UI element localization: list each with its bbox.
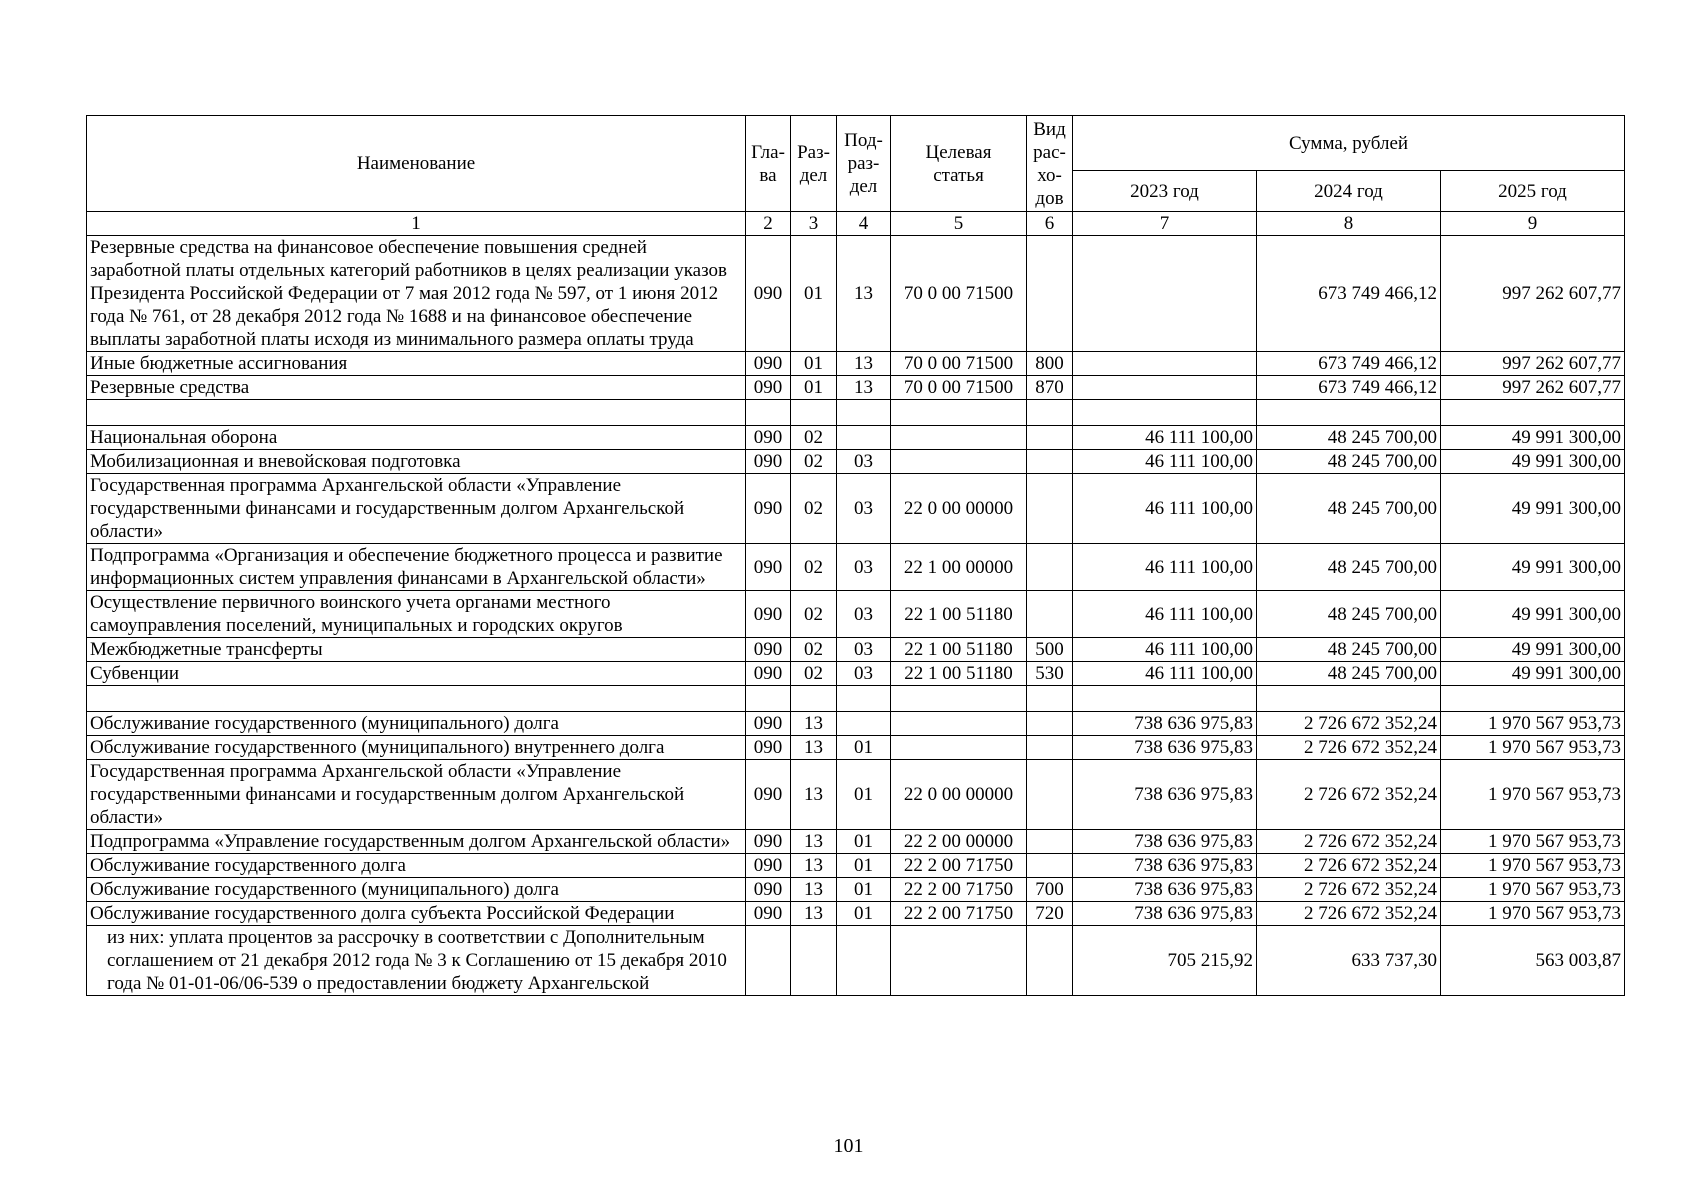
row-section: 02 xyxy=(791,450,837,474)
row-amount-2025: 997 262 607,77 xyxy=(1441,376,1625,400)
row-chapter: 090 xyxy=(746,878,791,902)
row-target-article xyxy=(891,712,1027,736)
row-target-article: 22 1 00 51180 xyxy=(891,591,1027,638)
table-row xyxy=(87,450,1625,474)
header-target-article: Целевая статья xyxy=(891,116,1027,212)
row-expense-type xyxy=(1027,926,1073,996)
row-expense-type xyxy=(1027,544,1073,591)
header-subsection: Под- раз- дел xyxy=(837,116,891,212)
row-amount-2025: 1 970 567 953,73 xyxy=(1441,760,1625,830)
row-target-article xyxy=(891,686,1027,712)
row-target-article: 22 2 00 00000 xyxy=(891,830,1027,854)
row-amount-2025: 1 970 567 953,73 xyxy=(1441,736,1625,760)
table-row xyxy=(87,376,1625,400)
row-subsection: 01 xyxy=(837,736,891,760)
budget-table xyxy=(86,115,1625,996)
row-subsection xyxy=(837,400,891,426)
header-chapter: Гла- ва xyxy=(746,116,791,212)
row-subsection xyxy=(837,712,891,736)
row-chapter: 090 xyxy=(746,854,791,878)
row-amount-2024: 2 726 672 352,24 xyxy=(1257,902,1441,926)
row-amount-2025: 49 991 300,00 xyxy=(1441,662,1625,686)
row-subsection: 01 xyxy=(837,854,891,878)
header-expense-type: Вид рас- хо- дов xyxy=(1027,116,1073,212)
row-chapter: 090 xyxy=(746,591,791,638)
row-amount-2024: 2 726 672 352,24 xyxy=(1257,712,1441,736)
row-subsection xyxy=(837,926,891,996)
row-name: Иные бюджетные ассигнования xyxy=(87,352,746,376)
row-subsection: 03 xyxy=(837,662,891,686)
row-amount-2025: 997 262 607,77 xyxy=(1441,352,1625,376)
row-expense-type: 530 xyxy=(1027,662,1073,686)
row-expense-type xyxy=(1027,400,1073,426)
column-number: 9 xyxy=(1441,212,1625,236)
row-amount-2023 xyxy=(1073,686,1257,712)
row-amount-2023 xyxy=(1073,352,1257,376)
row-section: 01 xyxy=(791,376,837,400)
row-amount-2025 xyxy=(1441,400,1625,426)
column-number: 5 xyxy=(891,212,1027,236)
row-amount-2024: 2 726 672 352,24 xyxy=(1257,830,1441,854)
row-amount-2023: 46 111 100,00 xyxy=(1073,450,1257,474)
row-name: Подпрограмма «Организация и обеспечение бюджетного процесса и развитие информационных систем управления финансами в Архангельской области» xyxy=(87,544,746,591)
row-subsection: 01 xyxy=(837,830,891,854)
row-name: Подпрограмма «Управление государственным долгом Архангельской области» xyxy=(87,830,746,854)
row-amount-2025: 1 970 567 953,73 xyxy=(1441,902,1625,926)
column-number: 1 xyxy=(87,212,746,236)
header-year-2024: 2024 год xyxy=(1257,171,1441,212)
row-chapter xyxy=(746,926,791,996)
row-subsection: 13 xyxy=(837,236,891,352)
row-amount-2023: 738 636 975,83 xyxy=(1073,712,1257,736)
table-row xyxy=(87,236,1625,352)
row-expense-type: 870 xyxy=(1027,376,1073,400)
row-section: 13 xyxy=(791,712,837,736)
row-amount-2025: 49 991 300,00 xyxy=(1441,544,1625,591)
row-name: Государственная программа Архангельской области «Управление государственными финансами и государственным долгом Архангельской области» xyxy=(87,474,746,544)
row-amount-2024: 48 245 700,00 xyxy=(1257,474,1441,544)
row-expense-type xyxy=(1027,426,1073,450)
header-year-2023: 2023 год xyxy=(1073,171,1257,212)
column-number: 8 xyxy=(1257,212,1441,236)
row-section: 13 xyxy=(791,760,837,830)
row-name: Обслуживание государственного (муниципального) долга xyxy=(87,712,746,736)
row-amount-2024: 48 245 700,00 xyxy=(1257,662,1441,686)
row-amount-2025: 49 991 300,00 xyxy=(1441,591,1625,638)
row-amount-2023 xyxy=(1073,236,1257,352)
column-number: 3 xyxy=(791,212,837,236)
row-section: 01 xyxy=(791,236,837,352)
row-amount-2024: 48 245 700,00 xyxy=(1257,450,1441,474)
row-amount-2025: 49 991 300,00 xyxy=(1441,638,1625,662)
row-expense-type xyxy=(1027,854,1073,878)
row-amount-2023: 705 215,92 xyxy=(1073,926,1257,996)
row-target-article xyxy=(891,450,1027,474)
row-chapter: 090 xyxy=(746,902,791,926)
row-chapter: 090 xyxy=(746,736,791,760)
row-amount-2023: 738 636 975,83 xyxy=(1073,854,1257,878)
row-amount-2023: 46 111 100,00 xyxy=(1073,474,1257,544)
table-row xyxy=(87,878,1625,902)
row-section: 02 xyxy=(791,638,837,662)
row-section xyxy=(791,926,837,996)
row-target-article: 22 1 00 51180 xyxy=(891,662,1027,686)
row-amount-2025: 49 991 300,00 xyxy=(1441,426,1625,450)
row-amount-2023: 738 636 975,83 xyxy=(1073,736,1257,760)
row-name: Осуществление первичного воинского учета органами местного самоуправления поселений, муниципальных и городских округов xyxy=(87,591,746,638)
row-subsection: 03 xyxy=(837,474,891,544)
row-expense-type: 800 xyxy=(1027,352,1073,376)
row-expense-type xyxy=(1027,712,1073,736)
header-name: Наименование xyxy=(87,116,746,212)
row-target-article xyxy=(891,400,1027,426)
row-section: 02 xyxy=(791,474,837,544)
row-name xyxy=(87,686,746,712)
row-amount-2025: 997 262 607,77 xyxy=(1441,236,1625,352)
row-chapter: 090 xyxy=(746,426,791,450)
row-name xyxy=(87,400,746,426)
row-section: 02 xyxy=(791,591,837,638)
row-chapter: 090 xyxy=(746,376,791,400)
table-row-spacer xyxy=(87,400,1625,426)
row-chapter xyxy=(746,400,791,426)
row-target-article: 22 2 00 71750 xyxy=(891,878,1027,902)
row-target-article xyxy=(891,926,1027,996)
row-subsection: 01 xyxy=(837,878,891,902)
row-amount-2025: 1 970 567 953,73 xyxy=(1441,854,1625,878)
row-amount-2024: 673 749 466,12 xyxy=(1257,352,1441,376)
row-expense-type xyxy=(1027,736,1073,760)
row-target-article: 70 0 00 71500 xyxy=(891,236,1027,352)
row-name: Резервные средства xyxy=(87,376,746,400)
row-name: Обслуживание государственного долга субъекта Российской Федерации xyxy=(87,902,746,926)
row-amount-2023: 738 636 975,83 xyxy=(1073,878,1257,902)
row-subsection: 03 xyxy=(837,591,891,638)
table-row xyxy=(87,591,1625,638)
row-subsection xyxy=(837,426,891,450)
row-amount-2023: 46 111 100,00 xyxy=(1073,638,1257,662)
row-amount-2023: 46 111 100,00 xyxy=(1073,662,1257,686)
row-chapter: 090 xyxy=(746,830,791,854)
table-row xyxy=(87,854,1625,878)
row-subsection: 01 xyxy=(837,902,891,926)
column-number: 2 xyxy=(746,212,791,236)
row-subsection: 13 xyxy=(837,376,891,400)
row-target-article xyxy=(891,426,1027,450)
column-number: 7 xyxy=(1073,212,1257,236)
row-chapter: 090 xyxy=(746,450,791,474)
header-section: Раз- дел xyxy=(791,116,837,212)
row-amount-2023 xyxy=(1073,376,1257,400)
row-expense-type xyxy=(1027,830,1073,854)
page-number: 101 xyxy=(833,1135,864,1157)
row-expense-type xyxy=(1027,591,1073,638)
row-expense-type: 500 xyxy=(1027,638,1073,662)
row-expense-type xyxy=(1027,686,1073,712)
row-amount-2024: 2 726 672 352,24 xyxy=(1257,736,1441,760)
row-target-article: 22 2 00 71750 xyxy=(891,854,1027,878)
row-amount-2025: 49 991 300,00 xyxy=(1441,474,1625,544)
row-section: 02 xyxy=(791,426,837,450)
table-row xyxy=(87,474,1625,544)
row-name: Мобилизационная и вневойсковая подготовка xyxy=(87,450,746,474)
row-chapter: 090 xyxy=(746,662,791,686)
table-row xyxy=(87,712,1625,736)
row-name: Государственная программа Архангельской области «Управление государственными финансами и государственным долгом Архангельской области» xyxy=(87,760,746,830)
row-section xyxy=(791,400,837,426)
row-target-article xyxy=(891,736,1027,760)
row-target-article: 70 0 00 71500 xyxy=(891,352,1027,376)
row-section: 13 xyxy=(791,830,837,854)
row-expense-type xyxy=(1027,474,1073,544)
column-number-row xyxy=(87,212,1625,236)
row-amount-2023: 46 111 100,00 xyxy=(1073,426,1257,450)
row-amount-2024: 48 245 700,00 xyxy=(1257,638,1441,662)
row-amount-2023: 738 636 975,83 xyxy=(1073,830,1257,854)
row-amount-2025: 1 970 567 953,73 xyxy=(1441,878,1625,902)
row-amount-2024 xyxy=(1257,400,1441,426)
row-amount-2025: 1 970 567 953,73 xyxy=(1441,830,1625,854)
row-amount-2024: 673 749 466,12 xyxy=(1257,376,1441,400)
row-amount-2024: 2 726 672 352,24 xyxy=(1257,854,1441,878)
row-section: 13 xyxy=(791,736,837,760)
row-subsection: 03 xyxy=(837,450,891,474)
row-amount-2025 xyxy=(1441,686,1625,712)
header-sum: Сумма, рублей xyxy=(1073,116,1625,171)
row-amount-2024: 2 726 672 352,24 xyxy=(1257,878,1441,902)
row-name: Резервные средства на финансовое обеспечение повышения средней заработной платы отдельных категорий работников в целях реализации указов Президента Российской Федерации от 7 мая 2012 года № 597, от 1 июня 2012 года № 761, от 28 декабря 2012 года № 1688 и на финансовое обеспечение выплаты заработной платы исходя из минимального размера оплаты труда xyxy=(87,236,746,352)
column-number: 4 xyxy=(837,212,891,236)
row-name: Межбюджетные трансферты xyxy=(87,638,746,662)
row-target-article: 22 0 00 00000 xyxy=(891,474,1027,544)
row-name: Национальная оборона xyxy=(87,426,746,450)
table-row xyxy=(87,926,1625,996)
row-chapter xyxy=(746,686,791,712)
row-chapter: 090 xyxy=(746,352,791,376)
row-target-article: 70 0 00 71500 xyxy=(891,376,1027,400)
row-section: 02 xyxy=(791,544,837,591)
table-row xyxy=(87,638,1625,662)
row-section xyxy=(791,686,837,712)
row-amount-2023: 738 636 975,83 xyxy=(1073,760,1257,830)
table-row xyxy=(87,736,1625,760)
row-amount-2024: 48 245 700,00 xyxy=(1257,426,1441,450)
table-body xyxy=(87,236,1625,996)
table-row xyxy=(87,662,1625,686)
row-name: Обслуживание государственного (муниципального) внутреннего долга xyxy=(87,736,746,760)
table-row xyxy=(87,902,1625,926)
row-expense-type xyxy=(1027,450,1073,474)
column-number: 6 xyxy=(1027,212,1073,236)
row-chapter: 090 xyxy=(746,712,791,736)
row-subsection: 01 xyxy=(837,760,891,830)
row-chapter: 090 xyxy=(746,638,791,662)
row-subsection: 03 xyxy=(837,544,891,591)
row-amount-2023 xyxy=(1073,400,1257,426)
row-chapter: 090 xyxy=(746,760,791,830)
table-row xyxy=(87,830,1625,854)
row-amount-2023: 738 636 975,83 xyxy=(1073,902,1257,926)
row-expense-type xyxy=(1027,760,1073,830)
row-subsection xyxy=(837,686,891,712)
row-section: 13 xyxy=(791,902,837,926)
row-amount-2025: 49 991 300,00 xyxy=(1441,450,1625,474)
row-amount-2025: 1 970 567 953,73 xyxy=(1441,712,1625,736)
row-amount-2024: 48 245 700,00 xyxy=(1257,591,1441,638)
row-amount-2024: 633 737,30 xyxy=(1257,926,1441,996)
row-target-article: 22 1 00 00000 xyxy=(891,544,1027,591)
row-expense-type: 700 xyxy=(1027,878,1073,902)
row-expense-type xyxy=(1027,236,1073,352)
row-name: Обслуживание государственного (муниципального) долга xyxy=(87,878,746,902)
row-expense-type: 720 xyxy=(1027,902,1073,926)
row-name: из них: уплата процентов за рассрочку в соответствии с Дополнительным соглашением от 21 декабря 2012 года № 3 к Соглашению от 15 декабря 2010 года № 01-01-06/06-539 о предоставлении бюджету Архангельской xyxy=(87,926,746,996)
row-chapter: 090 xyxy=(746,544,791,591)
row-amount-2023: 46 111 100,00 xyxy=(1073,544,1257,591)
row-amount-2024 xyxy=(1257,686,1441,712)
table-row xyxy=(87,544,1625,591)
row-subsection: 03 xyxy=(837,638,891,662)
row-section: 13 xyxy=(791,878,837,902)
row-amount-2024: 673 749 466,12 xyxy=(1257,236,1441,352)
row-amount-2023: 46 111 100,00 xyxy=(1073,591,1257,638)
table-row xyxy=(87,426,1625,450)
table-row xyxy=(87,760,1625,830)
row-subsection: 13 xyxy=(837,352,891,376)
row-section: 13 xyxy=(791,854,837,878)
row-name: Субвенции xyxy=(87,662,746,686)
row-amount-2025: 563 003,87 xyxy=(1441,926,1625,996)
row-target-article: 22 1 00 51180 xyxy=(891,638,1027,662)
table-row xyxy=(87,352,1625,376)
row-target-article: 22 2 00 71750 xyxy=(891,902,1027,926)
header-year-2025: 2025 год xyxy=(1441,171,1625,212)
row-target-article: 22 0 00 00000 xyxy=(891,760,1027,830)
table-row-spacer xyxy=(87,686,1625,712)
row-section: 01 xyxy=(791,352,837,376)
row-chapter: 090 xyxy=(746,236,791,352)
row-amount-2024: 48 245 700,00 xyxy=(1257,544,1441,591)
row-section: 02 xyxy=(791,662,837,686)
row-chapter: 090 xyxy=(746,474,791,544)
row-amount-2024: 2 726 672 352,24 xyxy=(1257,760,1441,830)
row-name: Обслуживание государственного долга xyxy=(87,854,746,878)
